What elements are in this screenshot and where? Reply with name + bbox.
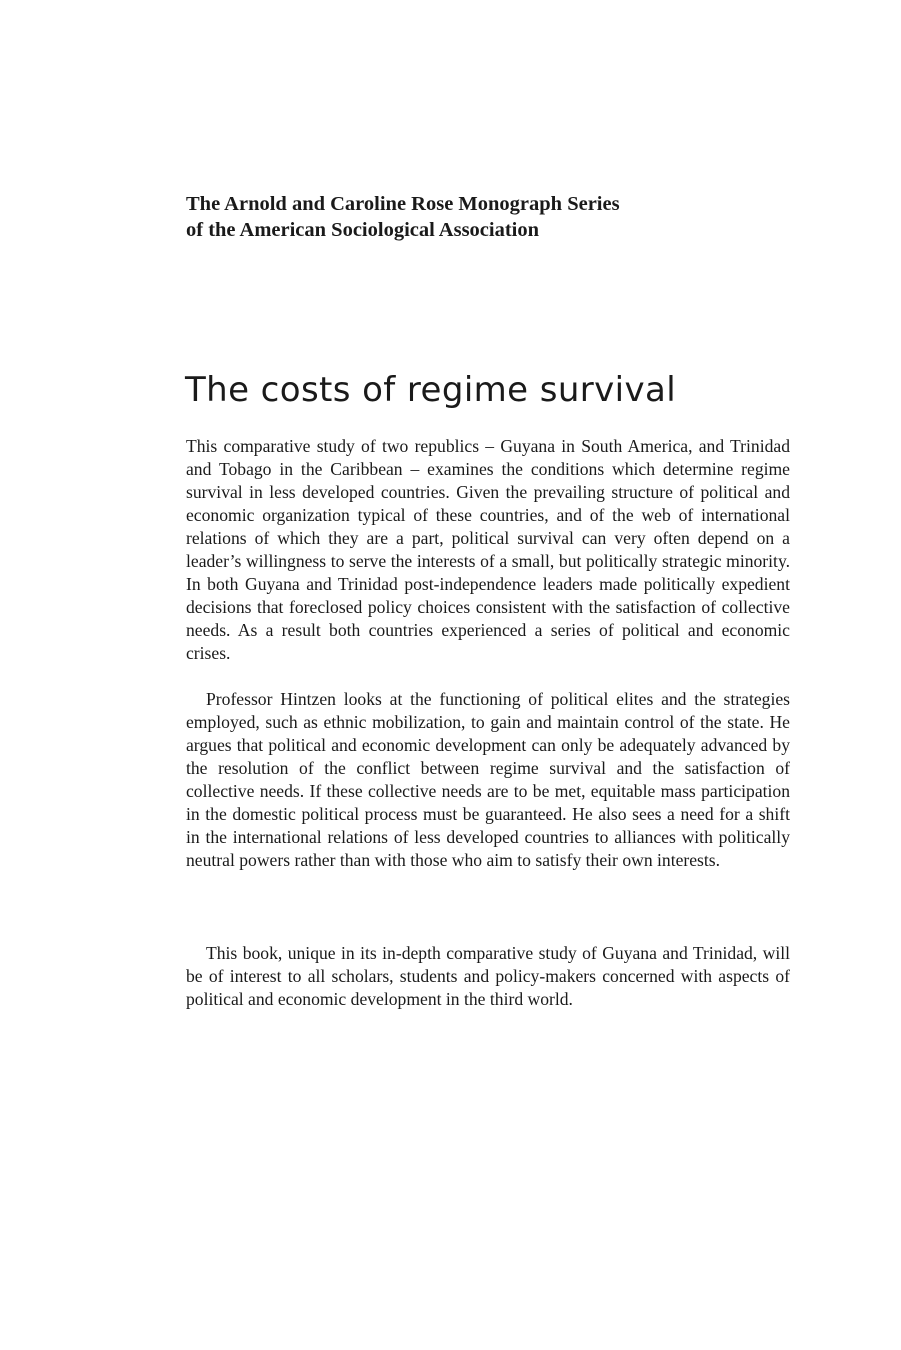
series-heading (186, 191, 746, 243)
paragraph-text: Professor Hintzen looks at the functioning of political elites and the strategies employed, such as ethnic mobilization, to gain and maintain control of the state. He argues that political and economic development can only be adequately advanced by the resolution of the conflict between regime survival and the satisfaction of collective needs. If these collective needs are to be met, equitable mass participation in the domestic political process must be guaranteed. He also sees a need for a shift in the international relations of less developed countries to alliances with politically neutral powers rather than with those who aim to satisfy their own interests. (186, 689, 790, 870)
description-paragraph-3 (186, 942, 790, 1011)
book-title: The costs of regime survival (185, 370, 677, 410)
paragraph-text: This book, unique in its in-depth comparative study of Guyana and Trinidad, will be of interest to all scholars, students and policy-makers concerned with aspects of political and economic development in the third world. (186, 943, 790, 1009)
description-paragraph-1 (186, 435, 790, 665)
description-paragraph-2 (186, 688, 790, 872)
series-line-2: of the American Sociological Association (186, 219, 540, 241)
paragraph-text: This comparative study of two republics – Guyana in South America, and Trinidad and Tobago in the Caribbean – examines the conditions which determine regime survival in less developed countries. Given the prevailing structure of political and economic organization typical of these countries, and of the web of international relations of which they are a part, political survival can very often depend on a leader’s willingness to serve the interests of a small, but politically strategic minority. In both Guyana and Trinidad post-independence leaders made politically expedient decisions that foreclosed policy choices consistent with the satisfaction of collective needs. As a result both countries experienced a series of political and economic crises. (186, 436, 790, 663)
series-line-1: The Arnold and Caroline Rose Monograph Series (186, 193, 620, 215)
